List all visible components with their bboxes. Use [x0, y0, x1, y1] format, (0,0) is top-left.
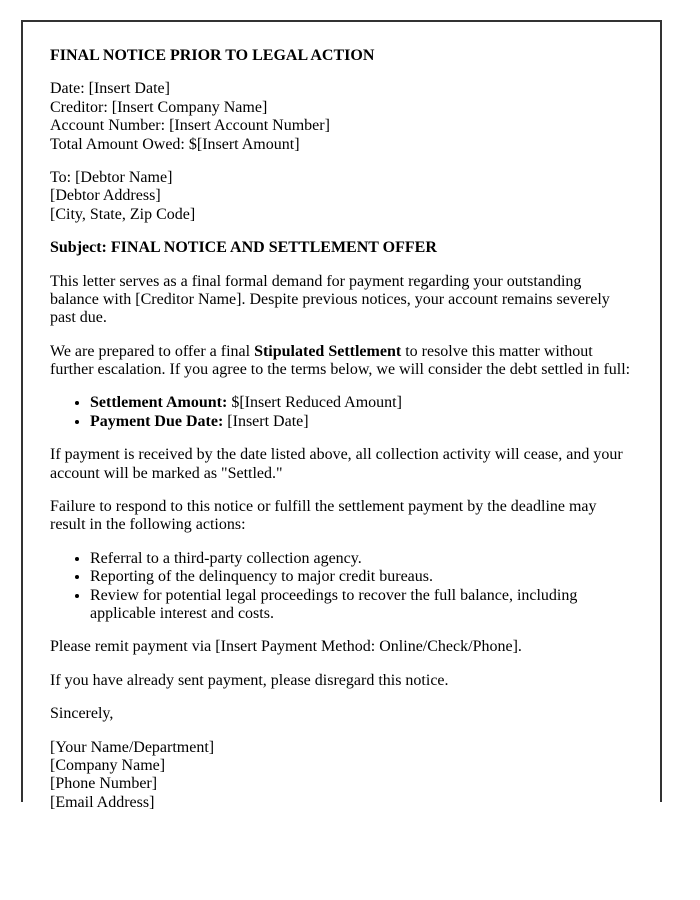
letter-meta-block	[50, 80, 633, 154]
recipient-address-line: [Debtor Address]	[50, 187, 161, 205]
offer-text-after: to resolve this matter without further escalation. If you agree to the terms below, we will consider the debt settled in full:	[50, 342, 631, 379]
letter-title: FINAL NOTICE PRIOR TO LEGAL ACTION	[50, 47, 375, 64]
paragraph-disregard: If you have already sent payment, please disregard this notice.	[50, 671, 449, 689]
paragraph-payment-received: If payment is received by the date listed above, all collection activity will cease, and your account will be marked as "Settled."	[50, 446, 623, 482]
consequences-list	[50, 550, 633, 624]
recipient-name-line: To: [Debtor Name]	[50, 168, 173, 186]
subject-line: Subject: FINAL NOTICE AND SETTLEMENT OFFER	[50, 239, 437, 257]
meta-date-line: Date: [Insert Date]	[50, 80, 170, 98]
paragraph-offer	[50, 343, 633, 380]
recipient-city-line: [City, State, Zip Code]	[50, 205, 196, 223]
paragraph-remit: Please remit payment via [Insert Payment Method: Online/Check/Phone].	[50, 638, 522, 656]
signature-company-line: [Company Name]	[50, 756, 166, 774]
term-settlement-amount-label: Settlement Amount:	[90, 394, 228, 412]
paragraph-demand: This letter serves as a final formal demand for payment regarding your outstanding balance with [Creditor Name]. Despite previous notices, your account remains severely past due.	[50, 272, 610, 327]
signature-phone-line: [Phone Number]	[50, 775, 158, 793]
term-settlement-amount-value: $[Insert Reduced Amount]	[227, 394, 402, 412]
meta-account-line: Account Number: [Insert Account Number]	[50, 117, 330, 135]
term-payment-due-date-value: [Insert Date]	[223, 412, 309, 430]
signature-name-line: [Your Name/Department]	[50, 738, 215, 756]
term-settlement-amount	[90, 394, 633, 412]
consequence-referral: • Referral to a third-party collection agency.	[90, 550, 633, 568]
settlement-terms-list	[50, 394, 633, 431]
consequence-reporting: • Reporting of the delinquency to major credit bureaus.	[90, 568, 633, 586]
signature-email-line: [Email Address]	[50, 793, 155, 811]
signature-block	[50, 739, 633, 813]
letter-document	[21, 20, 662, 811]
meta-amount-line: Total Amount Owed: $[Insert Amount]	[50, 135, 300, 153]
offer-text-before: We are prepared to offer a final	[50, 342, 255, 360]
offer-text-bold: Stipulated Settlement	[254, 342, 402, 360]
consequence-legal-review: • Review for potential legal proceedings to recover the full balance, including applicable interest and costs.	[90, 587, 633, 624]
recipient-block	[50, 169, 633, 224]
term-payment-due-date	[90, 413, 633, 431]
paragraph-failure: Failure to respond to this notice or fulfill the settlement payment by the deadline may result in the following actions:	[50, 498, 597, 534]
closing-line: Sincerely,	[50, 705, 114, 723]
meta-creditor-line: Creditor: [Insert Company Name]	[50, 98, 268, 116]
term-payment-due-date-label: Payment Due Date:	[90, 412, 224, 430]
